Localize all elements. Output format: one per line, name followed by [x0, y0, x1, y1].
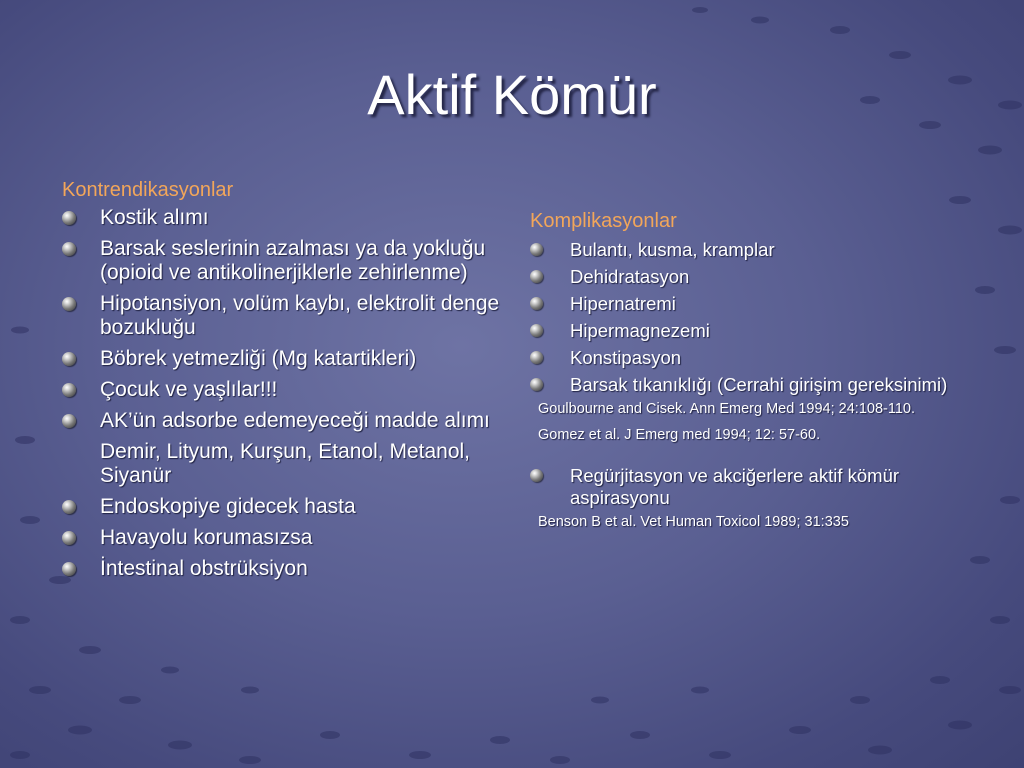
list-item: Hipernatremi [530, 293, 970, 315]
sphere-bullet-icon [62, 531, 76, 545]
sphere-bullet-icon [62, 242, 76, 256]
list-item: Bulantı, kusma, kramplar [530, 239, 970, 261]
complications-heading: Komplikasyonlar [530, 210, 677, 232]
reference-citation: Benson B et al. Vet Human Toxicol 1989; 31:335 [538, 514, 849, 530]
sphere-bullet-icon [530, 351, 543, 364]
sphere-bullet-icon [530, 469, 543, 482]
complications-list [530, 239, 970, 396]
reference-citation: Gomez et al. J Emerg med 1994; 12: 57-60. [538, 427, 821, 443]
sphere-bullet-icon [62, 352, 76, 366]
sphere-bullet-icon [62, 383, 76, 397]
list-item-continuation: Demir, Lityum, Kurşun, Etanol, Metanol, Siyanür [100, 440, 470, 487]
list-item: Endoskopiye gidecek hasta [62, 495, 502, 519]
list-item: İntestinal obstrüksiyon [62, 557, 502, 581]
list-item: Hipermagnezemi [530, 320, 970, 342]
slide-title: Aktif Kömür [367, 63, 657, 126]
list-item: AK’ün adsorbe edemeyeceği madde alımı [62, 409, 502, 433]
contraindications-list [62, 206, 502, 581]
complications-list-2 [530, 465, 970, 509]
sphere-bullet-icon [530, 243, 543, 256]
list-item: Kostik alımı [62, 206, 502, 230]
list-item: Havayolu korumasızsa [62, 526, 502, 550]
sphere-bullet-icon [530, 270, 543, 283]
sphere-bullet-icon [530, 297, 543, 310]
sphere-bullet-icon [62, 211, 76, 225]
sphere-bullet-icon [62, 297, 76, 311]
list-item: Barsak seslerinin azalması ya da yokluğu (opioid ve antikolinerjiklerle zehirlenme) [62, 237, 502, 285]
sphere-bullet-icon [62, 500, 76, 514]
list-item: Regürjitasyon ve akciğerlere aktif kömür aspirasyonu [530, 465, 970, 509]
contraindications-heading: Kontrendikasyonlar [62, 179, 234, 201]
list-item: Böbrek yetmezliği (Mg katartikleri) [62, 347, 502, 371]
reference-citation: Goulbourne and Cisek. Ann Emerg Med 1994; 24:108-110. [538, 401, 915, 417]
list-item: Çocuk ve yaşlılar!!! [62, 378, 502, 402]
sphere-bullet-icon [62, 562, 76, 576]
sphere-bullet-icon [530, 378, 543, 391]
list-item: Hipotansiyon, volüm kaybı, elektrolit denge bozukluğu [62, 292, 502, 340]
list-item: Dehidratasyon [530, 266, 970, 288]
list-item: Barsak tıkanıklığı (Cerrahi girişim gereksinimi) [530, 374, 970, 396]
sphere-bullet-icon [62, 414, 76, 428]
list-item: Konstipasyon [530, 347, 970, 369]
complications-column [530, 209, 970, 540]
contraindications-column [62, 178, 502, 588]
sphere-bullet-icon [530, 324, 543, 337]
